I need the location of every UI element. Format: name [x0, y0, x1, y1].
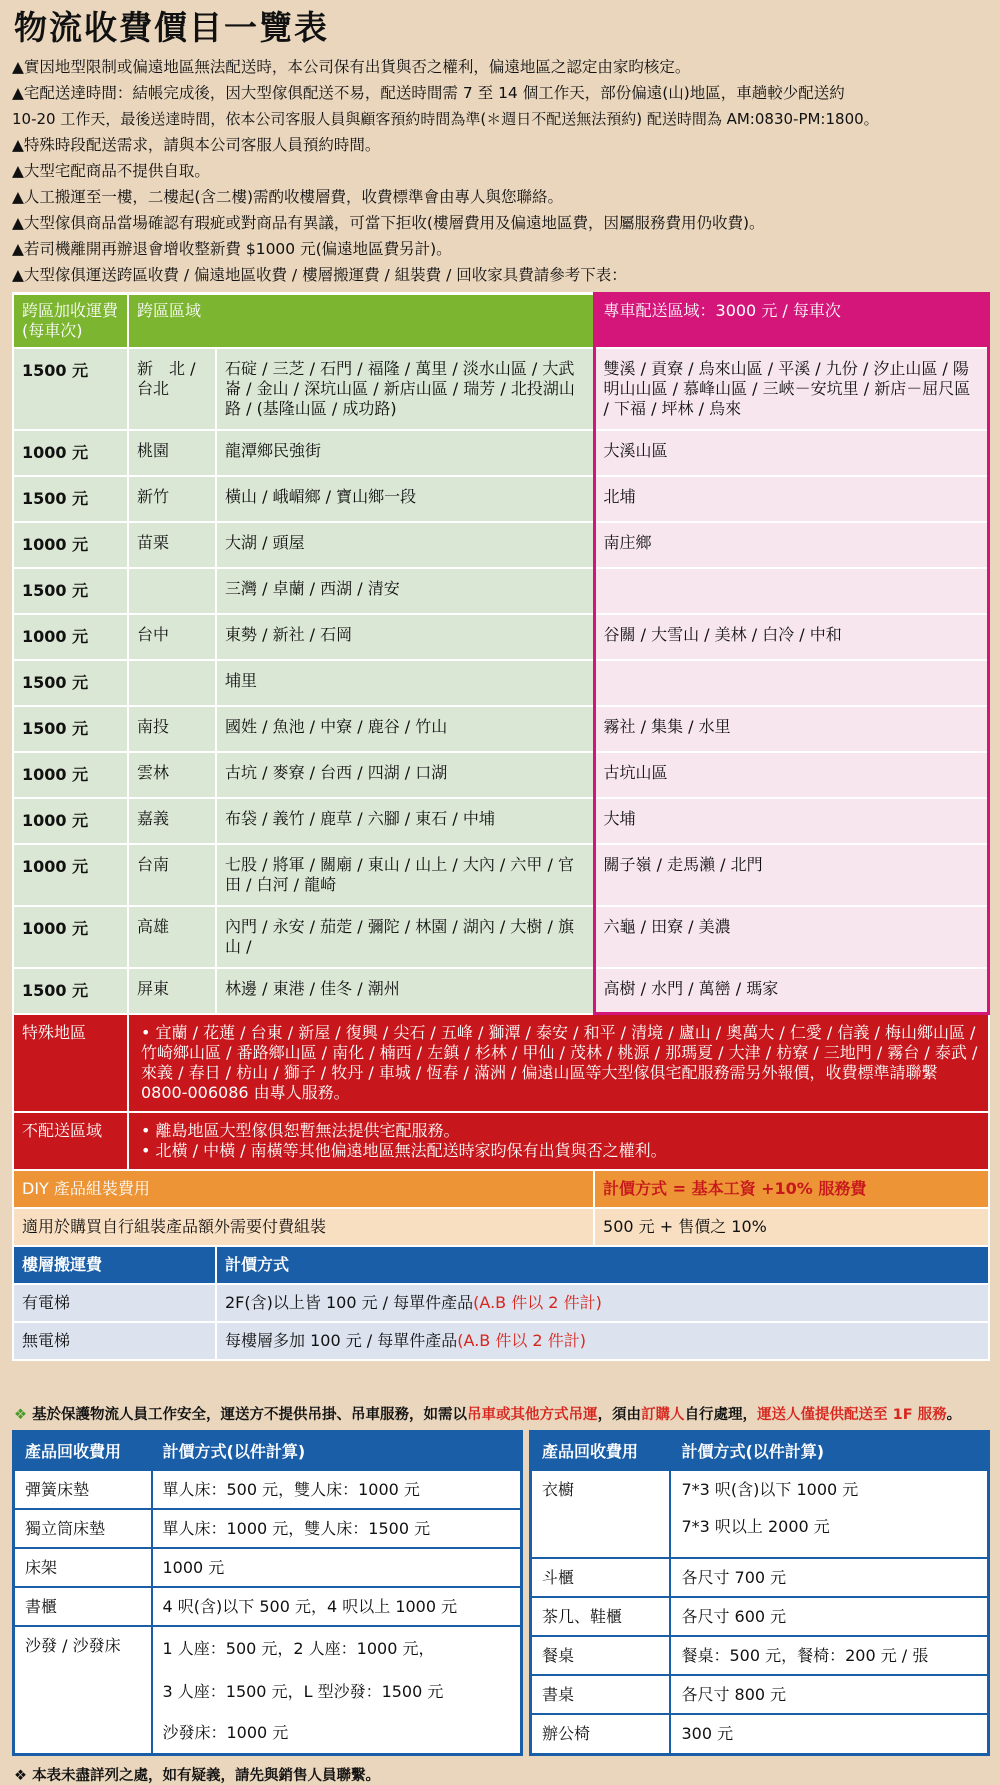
recycle-price: 單人床：1000 元，雙人床：1500 元	[152, 1509, 522, 1548]
diy-header-row	[13, 1170, 989, 1208]
note-item: 10-20 工作天，最後送達時間，依本公司客服人員與顧客預約時間為準(＊週日不配送無法預約) 配送時間為 AM:0830-PM:1800。	[12, 110, 879, 128]
note-item: ▲特殊時段配送需求，請與本公司客服人員預約時間。	[12, 136, 381, 154]
no-delivery-item: • 離島地區大型傢俱恕暫無法提供宅配服務。	[141, 1121, 460, 1140]
floor-row-text	[216, 1322, 989, 1360]
floor-row-price: 每樓層多加 100 元 / 每單件產品	[225, 1331, 458, 1350]
row-region: 高雄	[128, 906, 216, 968]
recycle-item: 茶几、鞋櫃	[530, 1597, 670, 1636]
floor-row-price: 2F(含)以上皆 100 元 / 每單件產品	[225, 1293, 474, 1312]
floor-row-note: (A.B 件以 2 件計)	[457, 1331, 586, 1350]
note-item: ▲宅配送達時間：結帳完成後，因大型傢俱配送不易，配送時間需 7 至 14 個工作天，部份偏遠(山)地區，車趟較少配送約	[12, 84, 845, 102]
recycle-item: 書桌	[530, 1675, 670, 1714]
recycle-price: 300 元	[670, 1714, 988, 1754]
recycle-item: 斗櫃	[530, 1558, 670, 1597]
recycle-price: 各尺寸 600 元	[670, 1597, 988, 1636]
row-special: 霧社 / 集集 / 水里	[594, 706, 988, 752]
recycle-row	[530, 1714, 988, 1754]
floor-header-row	[13, 1246, 989, 1284]
row-special	[594, 660, 988, 706]
recycle-item: 衣櫥	[530, 1470, 670, 1558]
row-price: 1000 元	[13, 798, 128, 844]
shipping-row	[13, 798, 989, 844]
row-areas: 龍潭鄉民強街	[216, 430, 594, 476]
floor-row-text	[216, 1284, 989, 1322]
special-area-text: • 宜蘭 / 花蓮 / 台東 / 新屋 / 復興 / 尖石 / 五峰 / 獅潭 / 泰安 / 和平 / 清境 / 廬山 / 奧萬大 / 仁愛 / 信義 / 梅山鄉山區 / 竹崎鄉山區 / 番路鄉山區 / 南化 / 楠西 / 左鎮 / 杉林 / 甲仙 / 茂林 / 桃源 / 那瑪夏 / 大津 / 枋寮 / 三地門 / 霧台 / 泰武 / 來義 / 春日 / 枋山 / 獅子 / 牧丹 / 車城 / 恆春 / 滿洲 / 偏遠山區等大型傢俱宅配服務需另外報價，收費標準請聯繫 0800-006086 由專人服務。	[128, 1014, 989, 1113]
note-item: ▲若司機離開再辦退會增收整新費 $1000 元(偏遠地區費另計)。	[12, 240, 452, 258]
header-extra-fee: 跨區加收運費(每車次)	[13, 294, 128, 348]
shipping-row	[13, 968, 989, 1014]
notes-list	[12, 54, 990, 288]
shipping-row	[13, 430, 989, 476]
row-areas: 東勢 / 新社 / 石岡	[216, 614, 594, 660]
recycle-item: 沙發 / 沙發床	[14, 1626, 152, 1755]
row-price: 1500 元	[13, 968, 128, 1014]
shipping-row	[13, 568, 989, 614]
recycle-price: 1 人座：500 元，2 人座：1000 元，	[162, 1638, 435, 1658]
diy-desc: 適用於購買自行組裝產品額外需要付費組裝	[13, 1208, 594, 1246]
safety-text: ，須由	[597, 1407, 642, 1423]
row-areas: 古坑 / 麥寮 / 台西 / 四湖 / 口湖	[216, 752, 594, 798]
shipping-row	[13, 752, 989, 798]
shipping-fee-table	[12, 292, 990, 1361]
safety-notice	[14, 1403, 990, 1424]
row-special: 古坑山區	[594, 752, 988, 798]
floor-label: 樓層搬運費	[13, 1246, 216, 1284]
bullet-icon: ❖	[14, 1767, 27, 1784]
recycle-row	[14, 1548, 522, 1587]
recycle-price: 各尺寸 800 元	[670, 1675, 988, 1714]
row-special: 谷關 / 大雪山 / 美林 / 白冷 / 中和	[594, 614, 988, 660]
row-areas: 七股 / 將軍 / 關廟 / 東山 / 山上 / 大內 / 六甲 / 官田 / 白河 / 龍崎	[216, 844, 594, 906]
note-item: ▲實因地型限制或偏遠地區無法配送時，本公司保有出貨與否之權利，偏遠地區之認定由家昀核定。	[12, 58, 691, 76]
recycle-header: 產品回收費用	[530, 1432, 670, 1470]
row-price: 1500 元	[13, 348, 128, 430]
row-region: 苗栗	[128, 522, 216, 568]
row-areas: 布袋 / 義竹 / 鹿草 / 六腳 / 東石 / 中埔	[216, 798, 594, 844]
shipping-row	[13, 906, 989, 968]
row-region: 台南	[128, 844, 216, 906]
footer-note	[14, 1764, 990, 1785]
row-region: 新 北 / 台北	[128, 348, 216, 430]
recycle-item: 床架	[14, 1548, 152, 1587]
row-price: 1500 元	[13, 660, 128, 706]
safety-text: 基於保護物流人員工作安全，運送方不提供吊掛、吊車服務，如需以	[32, 1407, 468, 1423]
recycle-price: 3 人座：1500 元，L 型沙發：1500 元	[162, 1681, 444, 1701]
floor-row-name: 有電梯	[13, 1284, 216, 1322]
row-areas: 國姓 / 魚池 / 中寮 / 鹿谷 / 竹山	[216, 706, 594, 752]
shipping-row	[13, 844, 989, 906]
row-areas: 三灣 / 卓蘭 / 西湖 / 清安	[216, 568, 594, 614]
shipping-header-row	[13, 294, 989, 348]
row-special: 北埔	[594, 476, 988, 522]
row-region: 嘉義	[128, 798, 216, 844]
recycle-row	[530, 1636, 988, 1675]
diy-row	[13, 1208, 989, 1246]
row-region: 南投	[128, 706, 216, 752]
no-delivery-content	[128, 1112, 989, 1170]
row-special: 高樹 / 水門 / 萬巒 / 瑪家	[594, 968, 988, 1014]
recycle-price: 4 呎(含)以下 500 元，4 呎以上 1000 元	[152, 1587, 522, 1626]
recycle-table-right	[529, 1430, 990, 1756]
row-special: 大溪山區	[594, 430, 988, 476]
recycle-header: 產品回收費用	[14, 1432, 152, 1470]
row-special: 雙溪 / 貢寮 / 烏來山區 / 平溪 / 九份 / 汐止山區 / 陽明山山區 / 慕峰山區 / 三峽－安坑里 / 新店－屈尺區 / 下福 / 坪林 / 烏來	[594, 348, 988, 430]
recycle-price: 各尺寸 700 元	[670, 1558, 988, 1597]
row-price: 1500 元	[13, 706, 128, 752]
recycle-price: 沙發床：1000 元	[162, 1722, 289, 1742]
note-item: ▲大型傢俱運送跨區收費 / 偏遠地區收費 / 樓層搬運費 / 組裝費 / 回收家具費請參考下表：	[12, 266, 627, 284]
special-area-label: 特殊地區	[13, 1014, 128, 1113]
footer-text: 本表未盡詳列之處，如有疑義，請先與銷售人員聯繫。	[32, 1767, 381, 1784]
diy-price: 500 元 + 售價之 10%	[594, 1208, 988, 1246]
shipping-row	[13, 614, 989, 660]
shipping-row	[13, 706, 989, 752]
row-region: 屏東	[128, 968, 216, 1014]
recycle-row	[14, 1509, 522, 1548]
recycle-header: 計價方式(以件計算)	[152, 1432, 522, 1470]
row-region: 雲林	[128, 752, 216, 798]
recycle-price-multi	[152, 1626, 522, 1755]
header-cross-region: 跨區區域	[128, 294, 594, 348]
header-special-delivery: 專車配送區域：3000 元 / 每車次	[594, 294, 988, 348]
safety-highlight: 訂購人	[641, 1407, 685, 1423]
recycle-header: 計價方式(以件計算)	[670, 1432, 988, 1470]
shipping-row	[13, 476, 989, 522]
shipping-row	[13, 522, 989, 568]
row-price: 1000 元	[13, 844, 128, 906]
safety-text: 自行處理，	[684, 1407, 758, 1423]
row-price: 1500 元	[13, 568, 128, 614]
row-region: 台中	[128, 614, 216, 660]
safety-highlight: 吊車或其他方式吊運	[467, 1407, 598, 1423]
row-special: 六龜 / 田寮 / 美濃	[594, 906, 988, 968]
special-area-row	[13, 1014, 989, 1113]
diy-method: 計價方式 = 基本工資 +10% 服務費	[594, 1170, 988, 1208]
recycle-row	[14, 1470, 522, 1509]
row-price: 1000 元	[13, 752, 128, 798]
floor-row-note: (A.B 件以 2 件計)	[473, 1293, 602, 1312]
floor-method: 計價方式	[216, 1246, 989, 1284]
recycle-table-left	[12, 1430, 523, 1756]
recycle-row	[530, 1597, 988, 1636]
page-title: 物流收費價目一覽表	[14, 8, 329, 47]
recycle-item: 彈簧床墊	[14, 1470, 152, 1509]
safety-highlight: 運送人僅提供配送至 1F 服務	[757, 1407, 947, 1423]
row-price: 1500 元	[13, 476, 128, 522]
bullet-icon: ❖	[14, 1407, 27, 1423]
recycle-price: 7*3 呎(含)以下 1000 元	[681, 1479, 859, 1499]
row-special: 南庄鄉	[594, 522, 988, 568]
recycle-row	[530, 1675, 988, 1714]
floor-row	[13, 1284, 989, 1322]
row-areas: 內門 / 永安 / 茄萣 / 彌陀 / 林園 / 湖內 / 大樹 / 旗山 /	[216, 906, 594, 968]
recycle-price: 1000 元	[152, 1548, 522, 1587]
recycle-price: 餐桌：500 元，餐椅：200 元 / 張	[670, 1636, 988, 1675]
row-special: 大埔	[594, 798, 988, 844]
row-areas: 石碇 / 三芝 / 石門 / 福隆 / 萬里 / 淡水山區 / 大武崙 / 金山 / 深坑山區 / 新店山區 / 瑞芳 / 北投湖山路 / (基隆山區 / 成功路)	[216, 348, 594, 430]
no-delivery-item: • 北橫 / 中橫 / 南橫等其他偏遠地區無法配送時家昀保有出貨與否之權利。	[141, 1141, 667, 1160]
recycle-row	[14, 1626, 522, 1755]
row-areas: 林邊 / 東港 / 佳冬 / 潮州	[216, 968, 594, 1014]
recycle-tables	[12, 1430, 990, 1756]
recycle-row	[530, 1558, 988, 1597]
floor-row-name: 無電梯	[13, 1322, 216, 1360]
recycle-price-multi	[670, 1470, 988, 1558]
row-special	[594, 568, 988, 614]
row-areas: 大湖 / 頭屋	[216, 522, 594, 568]
row-region: 桃園	[128, 430, 216, 476]
note-item: ▲大型宅配商品不提供自取。	[12, 162, 210, 180]
row-price: 1000 元	[13, 430, 128, 476]
floor-row	[13, 1322, 989, 1360]
row-special: 關子嶺 / 走馬瀨 / 北門	[594, 844, 988, 906]
diy-label: DIY 產品組裝費用	[13, 1170, 594, 1208]
row-region	[128, 568, 216, 614]
row-price: 1000 元	[13, 614, 128, 660]
row-region: 新竹	[128, 476, 216, 522]
recycle-item: 餐桌	[530, 1636, 670, 1675]
recycle-price: 單人床：500 元，雙人床：1000 元	[152, 1470, 522, 1509]
no-delivery-label: 不配送區域	[13, 1112, 128, 1170]
row-region	[128, 660, 216, 706]
recycle-price: 7*3 呎以上 2000 元	[681, 1516, 830, 1536]
recycle-row	[14, 1587, 522, 1626]
note-item: ▲人工搬運至一樓，二樓起(含二樓)需酌收樓層費，收費標準會由專人與您聯絡。	[12, 188, 564, 206]
shipping-row	[13, 660, 989, 706]
no-delivery-row	[13, 1112, 989, 1170]
row-areas: 橫山 / 峨嵋鄉 / 寶山鄉一段	[216, 476, 594, 522]
safety-text: 。	[946, 1407, 962, 1423]
row-price: 1000 元	[13, 906, 128, 968]
recycle-row	[530, 1470, 988, 1558]
recycle-item: 書櫃	[14, 1587, 152, 1626]
shipping-row	[13, 348, 989, 430]
recycle-item: 辦公椅	[530, 1714, 670, 1754]
row-price: 1000 元	[13, 522, 128, 568]
recycle-item: 獨立筒床墊	[14, 1509, 152, 1548]
row-areas: 埔里	[216, 660, 594, 706]
note-item: ▲大型傢俱商品當場確認有瑕疵或對商品有異議，可當下拒收(樓層費用及偏遠地區費，因屬服務費用仍收費)。	[12, 214, 765, 232]
